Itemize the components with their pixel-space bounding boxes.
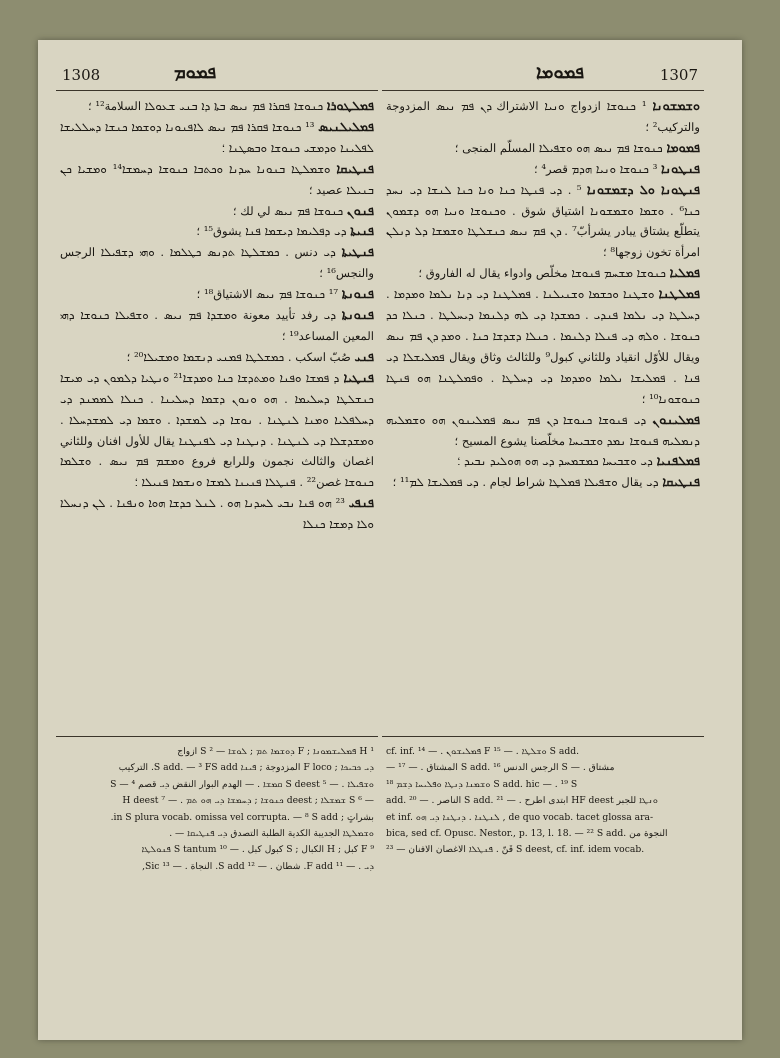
entry-lemma: ܦܡܠܛܢܐ (658, 286, 700, 302)
footnotes-right (386, 744, 700, 894)
dictionary-entry (386, 451, 700, 472)
footnote-line: — ⁶ S ܫܡܫܠܐ ; deest ܟܢܘܫܐ ; ܕܚܡܫܐ ܕܝ ܗܘ ܬܡ . — ⁷ H deest (122, 795, 374, 807)
entry-lemma: ܦܡܠܝܠܢܝܣ (318, 118, 374, 134)
dictionary-entry (60, 117, 374, 159)
entry-lemma: ܦܢܛܝܩܐ (336, 160, 374, 176)
entries-right (386, 96, 700, 724)
dictionary-entry (60, 159, 374, 201)
header-rule-right (382, 90, 704, 91)
footnote-line: ܕܝ . — ¹¹ F add. شطان . — ¹² S add. النجاة . — ¹³ Sic, (142, 860, 374, 872)
footnotes-left (60, 744, 374, 894)
footnote-line: قَنّ . ܦܢܛܠܐ الاغصان الافنان — ²³ S deest, cf. inf. idem vocab. (386, 844, 645, 856)
footnote-line: ܘܫܡܢܐ ܕܢܛܐ ܘܦܠܝܚܐ ܕܫܡ ¹⁸ S add. hic — . ¹⁹ S (386, 778, 578, 790)
entry-text: ¹⁷ ܟܢܘܫܐ ܦܡ ܢܝܣ الاشتياق¹⁸ ؛ (196, 287, 339, 302)
header-rule-left (56, 90, 378, 91)
entry-text: ܕܝ رفد تأييد معونة ܘܡܫܕܐ ܦܡ ܢܝܣ . ܘܫܦܝܠܐ ܟܢܘܫܐ ܕܗܝ المعين المساعد¹⁹ ؛ (60, 308, 374, 343)
footnote-line: cf. inf. ܦܡܠܝܫܘܢ . — ¹⁴ F ܘܫܠܛܐ . — ¹⁵ S add. (386, 746, 580, 757)
entry-text: ¹³ ܟܢܘܫܐ ܦܩܪܐ ܦܡ ܢܝܣ ܠܐܦܢܘܢܐ ܕܘܫܡܐ ܟܢܫܐ ܕܚܠܠܝܫܐ ܠܦܠܝܢܐ ܘܕܡܫܝ ܟܢܘܫܐ ܘܒܣܛܢܐ ؛ (60, 119, 374, 155)
entry-lemma: ܦܡܠܝܐ (669, 265, 700, 281)
entries-left (60, 96, 374, 724)
dictionary-entry (60, 221, 374, 242)
entry-text: ܟܢܘܫܐ ܦܩܪܐ ܦܡ ܢܝܣ ܒܬܐ ܕܐ ܒܢܝ ܫܥܘܠܐ السلامة¹² ؛ (87, 99, 324, 113)
entry-text: ⁵ . ܕܝ ܦܢܛܐ ܟܢܐ ܘܢܐ ܟܢܐ ܠܢܫܐ ܕܝ ܢܚܕ ܟܢܐ⁶ . ܘܫܡܐ ܘܫܡܫܘܢܐ اشتياق شوق . ܘܟܢܘܫܐ ܘܢܝܐ ܗܘ ܕܫܡܘܢ يتطلّع يشتاق يبادر يشرأبّ⁷ . ܕܢ ܦܡ ܢܝܣ ܟܢܫܠܛܐ ܘܫܡܫܐ ܕܠ ܕܢܠܢ امرأة تخون زوجها⁸ ؛ (386, 182, 700, 260)
book-page (38, 40, 742, 1040)
dictionary-entry (386, 410, 700, 452)
entry-text: ³ ܟܢܘܫܐ ܘܢܝܐ ܗܕܡ قصر⁴ ؛ (533, 161, 658, 176)
footnote-line: ¹ H ܦܡܠܝܫܡܘܢܐ ; F ܕܘܫܡܐ ܬܡ ; ܠܘܫܐ — ² S ازواج (177, 746, 374, 757)
entry-lemma: ܦܢܘܢ (346, 202, 374, 218)
dictionary-entry (60, 284, 374, 305)
left-column (56, 40, 378, 1040)
footnote-line: bica, sed cf. Opusc. Nestor., p. 13, l. 18. — ²² S add. النجوة من (386, 828, 668, 840)
page-number-left: 1308 (62, 66, 101, 84)
entry-text: ²³ ܗܘ ܦܢܐ ܢܒܝ ܠܚܕܢܐ ܗܘ . ܠܢܠ ܟܕܫܐ ܗܘܐ ܘܢܦܢܐ . ܠܢ ܕܢܚܠܐ ܘܠܐ ܕܡܫܐ ܟܢܠܐ (60, 496, 374, 532)
dictionary-entry (60, 201, 374, 222)
dictionary-entry (386, 284, 700, 409)
entry-lemma: ܦܢܦܝ (348, 495, 374, 511)
footnote-line: add. الناصر . — ²⁰ S add. ابتدى اطرح . — ²¹ HF deest ܘܢܛܐ للجبر (386, 795, 658, 807)
entry-text: ܕܝ دنس . ܟܡܫܠܛܐ ܬܕܢܣ ܟܛܠܡܐ . ܘܗܝ ܕܫܦܝܠܐ الرجس والنجس¹⁶ ؛ (60, 245, 374, 281)
entry-lemma: ܦܢܘܢܬܐ (341, 307, 374, 323)
dictionary-entry (60, 96, 374, 117)
dictionary-entry (386, 96, 700, 138)
dictionary-entry (60, 368, 374, 493)
dictionary-entry (386, 263, 700, 284)
footnote-line: ܕܝ ܟܒܝܟܐ ; F loco المزدوجة ; ܦܝܢܐ S add. — ³ FS add. التركيب (118, 762, 374, 774)
entry-text: ܟܢܘܫܐ ܡܫܚܡ ܦܢܘܫܐ مخلّص وادواء يقال له الفاروق ؛ (418, 266, 666, 281)
footnote-rule-left (56, 736, 378, 737)
entry-lemma: ܦܢܛܘܢܐ (661, 160, 700, 176)
entry-lemma: ܦܡܘܡܐ (666, 139, 700, 155)
footnote-line: ܘܫܡܠܛܐ الجديبة الكدية الطلبة التصدق ܕܝ ܦܢܛܝܩܐ — . (169, 828, 374, 840)
page-number-right: 1307 (659, 66, 698, 84)
dictionary-entry (386, 180, 700, 264)
entry-lemma: ܘܫܡܫܘܢܐ (652, 98, 700, 113)
entry-text: ܕܝ ܕܦܠܝܡܐ ܕܝܫܡܐ ܦܢܐ يشوق¹⁵ ؛ (196, 224, 347, 239)
footnote-rule-right (382, 736, 704, 737)
running-head-left: ܦܡܘܡ (174, 62, 217, 83)
footnote-line: ⁹ F كبل ; H الكبال ; S كبول كبل . — ¹⁰ S tantum ܦܢܘܠܛܐ (141, 844, 374, 856)
entry-lemma: ܦܡܠܦܢܝܐ (656, 453, 700, 469)
dictionary-entry (386, 138, 700, 159)
running-head-right: ܦܡܘܡܐ (536, 62, 584, 83)
dictionary-entry (60, 305, 374, 347)
dictionary-entry (386, 472, 700, 493)
entry-lemma: ܦܢܛܘܢܐ ܘܠ ܕܫܡܫܘܢܐ (586, 181, 700, 197)
footnote-line: — المشتاق . — ¹⁷ S add. الرجس الدنس ¹⁶ S — . مشتاق (386, 762, 615, 774)
footnote-line: et inf. ܠܢܛܢܐ . ܕܢܛܢܐ ܕܝ ܗܘ , de quo vocab. tacet glossa ara- (386, 811, 654, 823)
dictionary-entry (386, 159, 700, 180)
entry-lemma: ܦܢܛܝܐ (343, 369, 374, 385)
entry-text: ܕ ܦܡܫܐ ܘܦܢܐ ܘܡܬܕܫܐ ܟܢܐ ܘܡܕܫܐ²¹ ܘܢܛܝܐ ܕܠܡܘܢ ܕܝ ܡܝܫܐ ܟܢܫܠܛܐ ܕܚܠܝܡܐ . ܗܘ ܘܢܘܢ ܕܫܡܐ ܕܚܠܝܢܐ . ܟܢܠܐ ܠܡܡܢܕ ܕܝ ܕܚܠܦܠܝܐ ܘܡܢܐ ܠܢܛܢܐ . ܢܘܫܐ ܕܝ ܠܡܫܕܐ . ܘܫܡܐ ܕܝ ܠܡܫܕܚܠܐ . ܘܡܫܕܫܠܐ ܕܝ ܠܢܛܢܐ . ܕܢܛܢܐ ܕܝ ܠܦܢܛܢܐ يقال للأول افنان وللثاني اغصان والثالث نجمون وللرابع فروع ܘܡܫܡ ܦܡ ܢܝܣ . ܘܫܠܡܐ ܟܢܘܫܐ غصن²² . ܦܢܛܠܐ ܦܢܝܢܐ ܠܡܫܐ ܘܢܫܡܐ ܦܢܝܠܐ ؛ (60, 370, 374, 490)
entry-lemma: ܦܢܘܢܬܐ (341, 286, 374, 302)
footnote-line: بشراتٍ ; in S plura vocab. omissa vel corrupta. — ⁸ S add. (110, 811, 374, 823)
entry-lemma: ܦܢܛܝܩܐ (662, 474, 700, 490)
right-column (382, 40, 704, 1040)
dictionary-entry (60, 242, 374, 284)
footnote-line: ܘܫܦܝܠܐ . — ⁵ S deest ܩܡܫܐ . — الهدم البوار النقض ܕܝ قصم S — ⁴ (110, 778, 374, 790)
entry-lemma: ܦܢܝ (354, 348, 374, 364)
entry-text: ܕܝ ܦܢܘܫܐ ܟܢܘܫܐ ܕܢ ܦܡ ܢܝܣ ܦܡܠܝܢܘܢ ܗܘ ܘܫܡܠܝܗ ܕܢܡܠܝܗ ܦܢܘܫܐ ܢܡܕ ܘܫܒܝܚܐ مخلّصنا يشوع المسيح ؛ (386, 412, 700, 448)
entry-text: ܕܝ ܘܫܒܝܚܐ ܟܡܫܡܚܕ ܕܝ ܗܘ ܗܘܠܝܕ ܢܒܝܕ ؛ (457, 454, 653, 469)
entry-text: صُبّ اسكب . ܟܡܫܠܛܐ ܦܡܢܝ ܕܢܫܡܐ ܘܡܫܝܠܐ²⁰ ؛ (126, 349, 351, 364)
entry-text: ܟܢܘܫܐ ܦܡ ܢܝܣ لي لك ؛ (232, 203, 344, 218)
entry-lemma: ܦܢܝܬܐ (350, 223, 374, 239)
entry-text: ܘܫܡܠܛܐ ܒܢܘܢܐ ܚܕܢܐ ܘܟܬܒܐ ܟܢܘܫܐ ܕܚܡܫܐ¹⁴ ܘܡܫܝܐ ܟܢ ܒܢܝܠܐ عصيد ؛ (60, 161, 374, 197)
entry-lemma: ܦܡܠܝܢܘܢ (652, 411, 700, 427)
entry-text: ¹ ܟܢܘܫܐ ازدواج ܘܢܝܐ الاشتراك ܕܢ ܦܡ ܢܝܣ المزدوجة والتركيب² ؛ (386, 99, 700, 134)
dictionary-entry (60, 347, 374, 368)
entry-lemma: ܦܡܠܛܘܪܐ (326, 98, 374, 113)
entry-text: ܘܫܛܢܐ ܘܟܫܡܐ ܘܫܢܝܠܢܐ . ܦܡܠܛܢܐ ܕܝ ܕܢܐ ܢܠܡܐ ܘܡܕܡܐ . ܕܚܠܛܐ ܕܝ ܢܠܡܐ ܦܢܕܝ . ܟܡܫܕܐ ܕܝ ܠܗ ܕܠܢܡܐ ܕܝܚܠܛܐ . ܟܢܠܐ ܟܕ ܟܢܘܫܐ . ܘܠܗ ܕܝ ܦܢܠܐ ܕܠܢܡܐ . ܟܢܠܐ ܕܫܕܫܐ ܟܢܐ . ܘܡܕ ܕܢ ܦܡ ܢܝܣ ويقال للأوّل انقياد وللثاني كبول⁹ وللثالث وثاق ويقال ܦܡܠܝܫܠܐ ܕܝ ܦܢܐ . ܦܡܠܝܫܐ ܢܠܡܐ ܘܡܕܡܐ ܕܝ ܕܚܠܛܐ . ܘܦܡܠܛܢܐ ܗܘ ܦܢܛܐ ܟܢܘܫܘܢܐ¹⁰ ؛ (386, 287, 700, 406)
entry-text: ܕܝ يقال ܘܫܦܝܠܐ ܦܡܠܛܐ شراط لجام . ܕܝ ܦܡܠܝܫܐ ܠܡ¹¹ ؛ (392, 475, 659, 490)
dictionary-entry (60, 493, 374, 535)
entry-text: ܟܢܘܫܐ ܦܡ ܢܝܣ ܗܘ ܘܫܦܝܠܐ المسلّم المنجى ؛ (454, 140, 663, 155)
entry-lemma: ܦܢܛܝܬܐ (341, 244, 374, 260)
